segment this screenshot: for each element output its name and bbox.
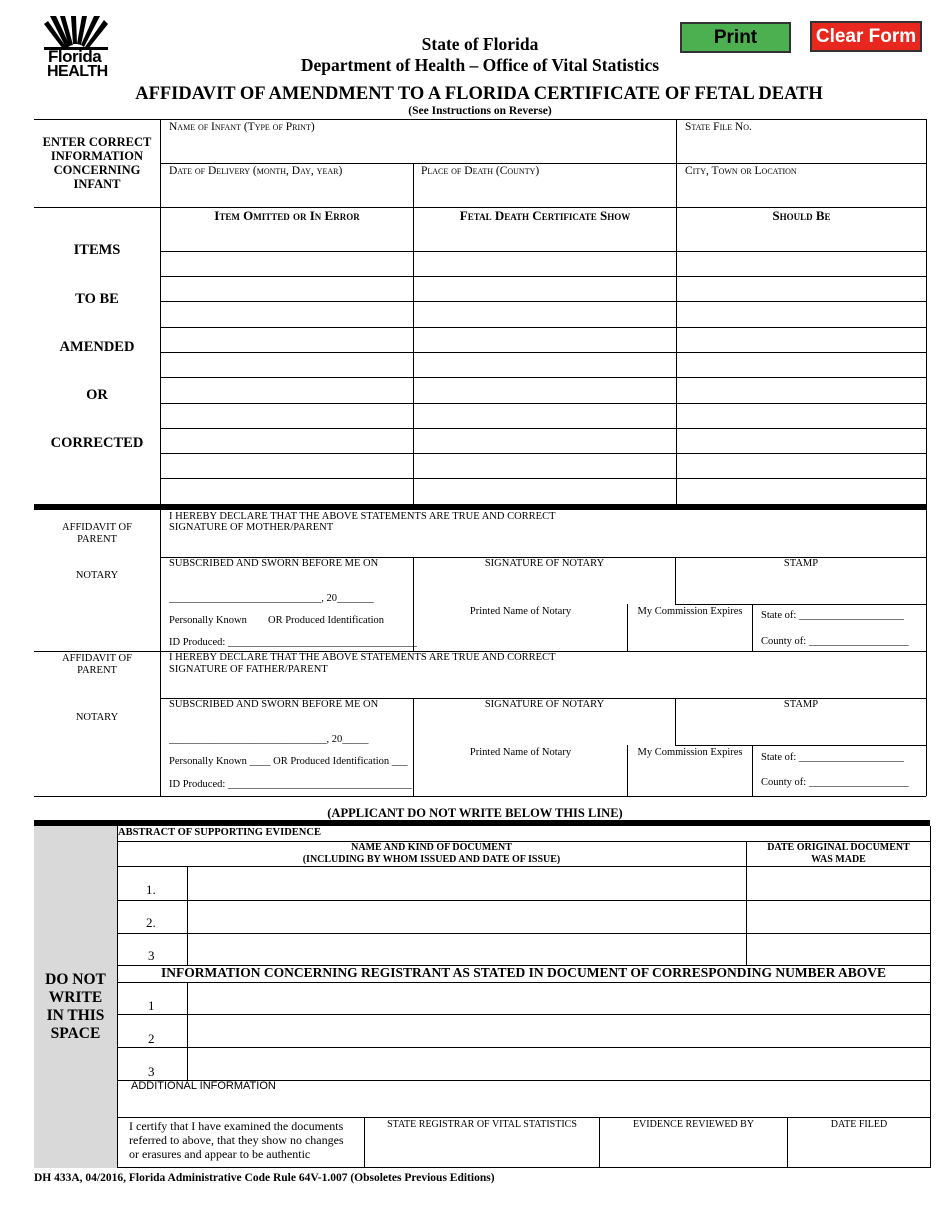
commission-expires-label: My Commission Expires [637,606,743,617]
city-town-field[interactable] [678,179,924,205]
notary-father-side: NOTARY [75,712,119,723]
form-subtitle: (See Instructions on Reverse) [408,105,552,117]
mother-signature-field[interactable] [162,535,924,555]
clear-form-button[interactable]: Clear Form [810,21,922,52]
id-produced-field[interactable]: ID Produced: ___________________________________ [169,779,412,790]
infant-name-field[interactable] [162,135,674,161]
item-row[interactable] [162,430,924,452]
sworn-date-line[interactable]: _____________________________, 20_______ [169,593,374,604]
county-of-field[interactable]: County of: ___________________ [761,636,909,647]
declaration-text: I HEREBY DECLARE THAT THE ABOVE STATEMENTS ARE TRUE AND CORRECT [169,652,556,663]
items-side-label: CORRECTED [50,435,144,451]
state-heading: State of Florida [421,34,539,54]
notary-mother-side: NOTARY [75,570,119,581]
items-side-label: ITEMS [73,242,121,258]
item-row[interactable] [162,303,924,325]
affidavit-father-side-2: PARENT [77,665,117,676]
county-of-field[interactable]: County of: ___________________ [761,777,909,788]
affidavit-father-side-1: AFFIDAVIT OF [62,653,132,664]
infant-side-label-1: ENTER CORRECT [42,135,152,149]
sworn-date-line[interactable]: ______________________________, 20_____ [169,734,369,745]
id-produced-field[interactable]: ID Produced: ____________________________________ [169,637,417,648]
applicant-do-not-write-line: (APPLICANT DO NOT WRITE BELOW THIS LINE) [327,806,623,820]
form-footer: DH 433A, 04/2016, Florida Administrative Code Rule 64V-1.007 (Obsoletes Previous Editions) [34,1172,495,1184]
date-of-delivery-field[interactable] [162,179,411,205]
info-number: 2 [148,1031,155,1046]
items-side-label: TO BE [75,291,119,307]
state-file-label: State File No. [685,121,752,133]
affidavit-mother-side-2: PARENT [77,534,117,545]
produced-identification-label: OR Produced Identification [268,615,385,626]
sworn-label: SUBSCRIBED AND SWORN BEFORE ME ON [169,699,379,710]
date-original-header: DATE ORIGINAL DOCUMENT [767,842,910,853]
notary-signature-label: SIGNATURE OF NOTARY [484,558,605,569]
printed-name-label: Printed Name of Notary [469,747,572,758]
personally-known-label: Personally Known [169,615,247,626]
infant-side-label-4: INFANT [73,177,121,191]
item-omitted-header: Item Omitted or In Error [214,208,360,223]
item-row[interactable] [162,278,924,300]
infant-side-label-3: CONCERNING [53,163,141,177]
certification-text: referred to above, that they show no changes [129,1133,344,1147]
items-side-label: AMENDED [59,339,135,355]
document-number: 1. [146,882,156,897]
do-not-write-label: DO NOT [45,971,106,988]
section-divider [34,820,930,826]
do-not-write-label: IN THIS [46,1007,105,1024]
state-of-field[interactable]: State of: ____________________ [761,610,904,621]
items-side-label: OR [86,387,108,403]
state-registrar-label: STATE REGISTRAR OF VITAL STATISTICS [387,1119,577,1130]
document-name-header: NAME AND KIND OF DOCUMENT [351,842,512,853]
city-town-label: City, Town or Location [685,165,797,177]
should-be-header: Should Be [772,208,831,223]
stamp-label: STAMP [783,699,819,710]
item-row[interactable] [162,455,924,477]
do-not-write-label: SPACE [50,1025,101,1042]
additional-information-label: ADDITIONAL INFORMATION [131,1080,276,1092]
printed-name-label: Printed Name of Notary [469,606,572,617]
logo-health-text: HEALTH [47,63,108,80]
father-signature-field[interactable] [162,677,924,696]
place-of-death-field[interactable] [415,179,674,205]
notary-signature-label: SIGNATURE OF NOTARY [484,699,605,710]
date-original-header-sub: WAS MADE [811,854,866,865]
info-number: 1 [148,998,155,1013]
item-row[interactable] [162,379,924,401]
department-heading: Department of Health – Office of Vital Statistics [300,55,660,75]
evidence-reviewed-label: EVIDENCE REVIEWED BY [632,1119,755,1130]
item-row[interactable] [162,329,924,351]
section-divider [34,504,927,510]
mother-signature-label: SIGNATURE OF MOTHER/PARENT [169,522,334,533]
sunburst-icon [44,16,108,50]
infant-side-label-2: INFORMATION [50,149,144,163]
infant-name-label: Name of Infant (Type of Print) [169,121,315,133]
declaration-text: I HEREBY DECLARE THAT THE ABOVE STATEMENTS ARE TRUE AND CORRECT [169,511,556,522]
form-title: AFFIDAVIT OF AMENDMENT TO A FLORIDA CERTIFICATE OF FETAL DEATH [135,84,823,104]
document-name-header-sub: (INCLUDING BY WHOM ISSUED AND DATE OF ISSUE) [302,854,561,865]
personally-known-label: Personally Known ____ OR Produced Identification ___ [169,756,408,767]
certificate-show-header: Fetal Death Certificate Show [459,208,631,223]
item-row[interactable] [162,253,924,275]
logo-florida-text: Florida [48,47,102,66]
florida-health-logo [44,16,108,82]
abstract-heading: ABSTRACT OF SUPPORTING EVIDENCE [118,827,321,838]
date-filed-label: DATE FILED [830,1119,888,1130]
info-number: 3 [148,1064,155,1079]
commission-expires-label: My Commission Expires [637,747,743,758]
registrant-info-heading: INFORMATION CONCERNING REGISTRANT AS STATED IN DOCUMENT OF CORRESPONDING NUMBER ABOVE [160,965,887,980]
do-not-write-label: WRITE [48,989,103,1006]
document-number: 3 [148,948,155,963]
document-number: 2. [146,915,156,930]
father-signature-label: SIGNATURE OF FATHER/PARENT [169,664,328,675]
certification-text: or erasures and appear to be authentic [129,1147,311,1161]
sworn-label: SUBSCRIBED AND SWORN BEFORE ME ON [169,558,379,569]
item-row[interactable] [162,480,924,502]
item-row[interactable] [162,354,924,376]
affidavit-mother-side-1: AFFIDAVIT OF [62,522,132,533]
certification-text: I certify that I have examined the documents [129,1119,344,1133]
item-row[interactable] [162,405,924,427]
place-of-death-label: Place of Death (County) [421,165,540,177]
date-of-delivery-label: Date of Delivery (month, Day, year) [169,165,343,177]
state-file-field[interactable] [678,135,924,161]
print-button[interactable]: Print [680,22,791,53]
stamp-label: STAMP [783,558,819,569]
state-of-field[interactable]: State of: ____________________ [761,752,904,763]
